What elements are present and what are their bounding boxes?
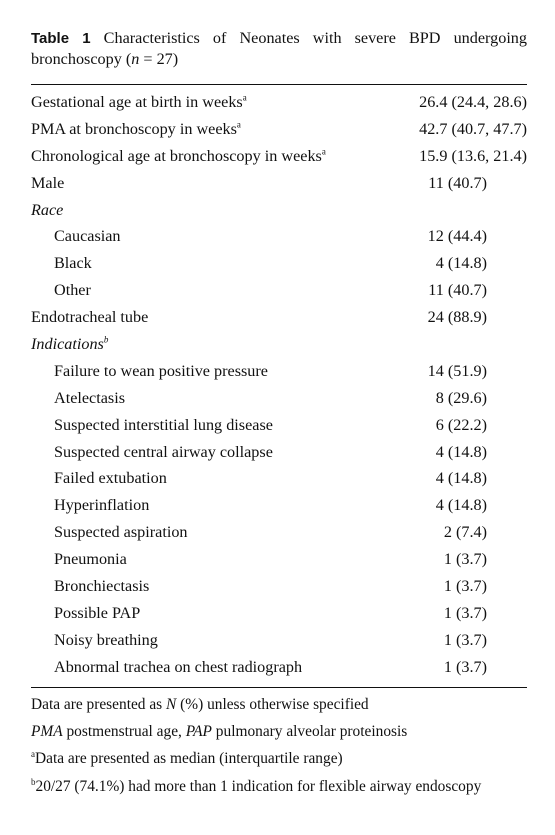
caption-text: Characteristics of Neonates with severe BPD undergoing bronchoscopy ( [31, 29, 527, 68]
footnote-marker: b [103, 334, 109, 345]
table-row [31, 654, 527, 681]
row-value: 2 (7.4) [443, 523, 487, 542]
row-value: 15.9 (13.6, 21.4) [419, 146, 527, 165]
row-label: Black [54, 254, 92, 273]
row-label: Caucasian [54, 227, 121, 246]
table-row [31, 546, 527, 573]
footnote-a: $^a$Data are presented as median (interquartile range) [31, 748, 343, 767]
table-row [31, 358, 527, 385]
row-value: 4 (14.8) [435, 496, 487, 515]
table-row [31, 304, 527, 331]
table-row [31, 89, 527, 116]
row-value: 11 (40.7) [428, 173, 487, 192]
table-footnotes [31, 691, 527, 797]
row-value: 1 (3.7) [443, 603, 487, 622]
row-label: Male [31, 173, 65, 192]
row-label: Suspected interstitial lung disease [54, 415, 273, 434]
row-value: 42.7 (40.7, 47.7) [419, 119, 527, 138]
row-label: Race [31, 200, 64, 219]
row-label: Failure to wean positive pressure [54, 361, 268, 380]
table-row [31, 197, 527, 224]
table-bottom-rule [31, 687, 527, 688]
row-label: Suspected aspiration [54, 523, 188, 542]
row-value: 4 (14.8) [435, 254, 487, 273]
row-label: Chronological age at bronchoscopy in weeks$^a$ [31, 146, 326, 165]
table-row [31, 519, 527, 546]
caption-n-value: = 27) [139, 50, 179, 68]
table-row [31, 170, 527, 197]
row-label: Other [54, 281, 91, 300]
table-row [31, 627, 527, 654]
footnote-abbreviations: PMA postmenstrual age, PAP pulmonary alveolar proteinosis [31, 722, 408, 740]
row-value: 12 (44.4) [427, 227, 487, 246]
row-value: 4 (14.8) [435, 442, 487, 461]
row-value: 24 (88.9) [427, 308, 487, 327]
row-value: 1 (3.7) [443, 657, 487, 676]
row-label: Pneumonia [54, 550, 127, 569]
row-label: Hyperinflation [54, 496, 150, 515]
table-row [31, 492, 527, 519]
table-row [31, 465, 527, 492]
table-container [31, 28, 527, 797]
row-label: Endotracheal tube [31, 308, 149, 327]
row-label: Failed extubation [54, 469, 167, 488]
row-value: 14 (51.9) [427, 361, 487, 380]
row-label: Noisy breathing [54, 630, 158, 649]
row-label: Indications$^b$ [31, 334, 109, 354]
table-row [31, 439, 527, 466]
row-value: 1 (3.7) [443, 630, 487, 649]
table-row [31, 412, 527, 439]
table-row [31, 143, 527, 170]
footnote-marker: a [236, 119, 241, 130]
row-value: 11 (40.7) [428, 281, 487, 300]
table-row [31, 116, 527, 143]
table-row [31, 250, 527, 277]
table-body [31, 89, 527, 681]
row-label: Bronchiectasis [54, 577, 150, 596]
table-row [31, 331, 527, 358]
table-row [31, 277, 527, 304]
table-row [31, 223, 527, 250]
table-row [31, 573, 527, 600]
table-caption [31, 28, 527, 70]
row-value: 6 (22.2) [435, 415, 487, 434]
row-value: 26.4 (24.4, 28.6) [419, 93, 527, 111]
caption-n: n [131, 50, 140, 68]
row-label: Gestational age at birth in weeks$^a$ [31, 92, 247, 111]
row-label: Suspected central airway collapse [54, 442, 273, 461]
table-row [31, 600, 527, 627]
row-value: 1 (3.7) [443, 577, 487, 596]
row-label: Possible PAP [54, 603, 141, 622]
table-top-rule [31, 84, 527, 85]
row-label: Abnormal trachea on chest radiograph [54, 657, 303, 676]
footnote-b: $^b$20/27 (74.1%) had more than 1 indication for flexible airway endoscopy [31, 776, 482, 795]
row-value: 1 (3.7) [443, 550, 487, 569]
row-label: PMA at bronchoscopy in weeks$^a$ [31, 119, 241, 138]
footnote-marker: a [321, 146, 326, 157]
row-value: 4 (14.8) [435, 469, 487, 488]
row-value: 8 (29.6) [435, 388, 487, 407]
footnote-data-format: Data are presented as N (%) unless otherwise specified [31, 695, 369, 713]
footnote-marker: a [242, 92, 247, 103]
table-row [31, 385, 527, 412]
row-label: Atelectasis [54, 388, 126, 407]
table-label: Table 1 [31, 30, 91, 47]
